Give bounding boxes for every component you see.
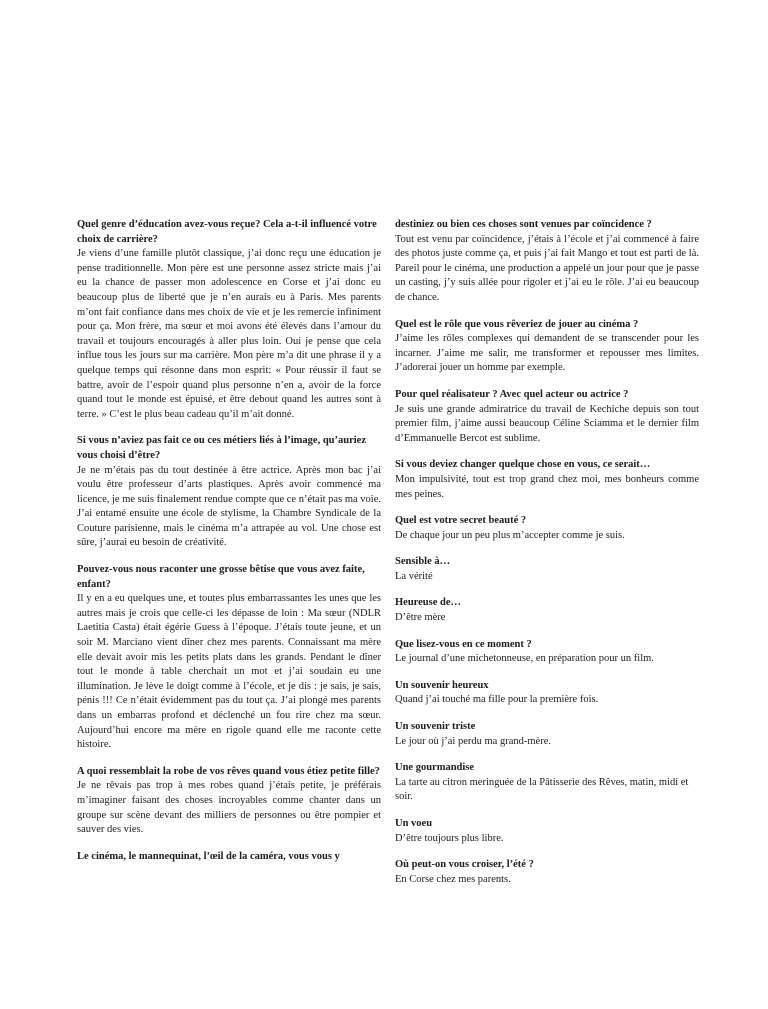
answer: Tout est venu par coïncidence, j’étais à l’école et j’ai commencé à faire des photos juste comme ça, et puis j’ai fait Mango et tout est parti de là. Pareil pour le cinéma, une production a appelé un jour pour que je passe un casting, j’y suis allée pour rigoler et j’ai eu le rôle. J’ai eu beaucoup de chance.	[395, 233, 699, 303]
qa-block	[77, 850, 381, 865]
answer: Mon impulsivité, tout est trop grand chez moi, mes bonheurs comme mes peines.	[395, 473, 699, 500]
qa-block	[395, 555, 699, 584]
qa-block	[395, 318, 699, 376]
qa-block	[395, 817, 699, 846]
question: Quel genre d’éducation avez-vous reçue? Cela a-t-il influencé votre choix de carrière?	[77, 219, 377, 245]
qa-block	[395, 458, 699, 502]
qa-block	[395, 388, 699, 446]
question: Quel est votre secret beauté ?	[395, 515, 527, 527]
qa-block	[77, 563, 381, 753]
qa-block	[395, 720, 699, 749]
qa-block	[77, 218, 381, 422]
question: Le cinéma, le mannequinat, l’œil de la caméra, vous vous y	[77, 850, 340, 862]
question: destiniez ou bien ces choses sont venues par coïncidence ?	[395, 219, 652, 230]
qa-block	[395, 638, 699, 667]
qa-block	[395, 679, 699, 708]
left-column	[77, 218, 381, 876]
qa-block	[395, 596, 699, 625]
question: Un souvenir triste	[395, 721, 476, 733]
answer: En Corse chez mes parents.	[395, 873, 511, 885]
question: Heureuse de…	[395, 597, 462, 609]
question: Un voeu	[395, 818, 433, 829]
question: Sensible à…	[395, 556, 451, 568]
answer: La tarte au citron meringuée de la Pâtisserie des Rêves, matin, midi et soir.	[395, 776, 689, 803]
answer: Le journal d’une michetonneuse, en préparation pour un film.	[395, 653, 654, 665]
qa-block	[395, 218, 699, 306]
answer: Je ne rêvais pas trop à mes robes quand j’étais petite, je préférais m’imaginer faisant des choses incroyables comme chanter dans un groupe sur scène devant des milliers de personnes ou être pompier et sauver des vies.	[77, 780, 381, 836]
answer: Il y en a eu quelques une, et toutes plus embarrassantes les unes que les autres mais je crois que celle-ci les dépasse de loin : Ma sœur (NDLR Laetitia Casta) était égérie Guess à l’époque. J’étais toute jeune, et un soir M. Marciano vient dîner chez mes parents. Connaissant ma mère elle devait avoir mis les petits plats dans les grands. Pendant le dîner tout le monde à table cherchait un mot et j’ai soudain eu une illumination. Je lève le doigt comme à l’école, et je dis : je sais, je sais, pénis !!! Ce n’était évidemment pas du tout ça. J’ai plongé mes parents dans un embarras profond et déclenché un fou rire chez ma sœur. Aujourd’hui encore ma mère en rigole quand elle me raconte cette histoire.	[77, 593, 381, 751]
qa-block	[395, 514, 699, 543]
answer: Le jour où j’ai perdu ma grand-mère.	[395, 735, 551, 747]
question: Une gourmandise	[395, 762, 475, 774]
answer: Quand j’ai touché ma fille pour la première fois.	[395, 694, 599, 706]
question: A quoi ressemblait la robe de vos rêves quand vous étiez petite fille?	[77, 765, 380, 777]
answer: Je suis une grande admiratrice du travail de Kechiche depuis son tout premier film, j’aime aussi beaucoup Céline Sciamma et le dernier film d’Emmanuelle Bercot est sublime.	[395, 403, 699, 444]
question: Que lisez-vous en ce moment ?	[395, 638, 532, 650]
question: Si vous n’aviez pas fait ce ou ces métiers liés à l’image, qu’auriez vous choisi d’être?	[77, 435, 366, 461]
answer: De chaque jour un peu plus m’accepter comme je suis.	[395, 529, 625, 541]
answer: Je ne m’étais pas du tout destinée à être actrice. Après mon bac j’ai voulu être professeur d’arts plastiques. Après avoir commencé ma licence, je me suis finalement rendue compte que ce n’était pas ma voie. J’ai entamé ensuite une école de stylisme, la Chambre Syndicale de la Couture parisienne, mais le cinéma m’a attrapée au vol. Une chose est sûre, j’aurai eu besoin de créativité.	[77, 464, 381, 549]
question: Un souvenir heureux	[395, 679, 489, 691]
answer: Je viens d’une famille plutôt classique, j’ai donc reçu une éducation je pense traditionnelle. Mon père est une personne assez stricte mais j’ai eu la chance de passer mon adolescence en Corse et j’ai donc eu beaucoup plus de liberté que je n’en aurais eu à Paris. Mes parents m’ont fait confiance dans mes choix de vie et je les remercie infiniment pour ça. Mon frère, ma sœur et moi avons été élevés dans l’amour du travail et toujours encouragés à aller plus loin. Oui je pense que cela influe tous les jours sur ma carrière. Mon père m’a dit une phrase il y a quelque temps qui résonne dans mon esprit: « Pour réussir il faut se battre, avoir de l’espoir quand plus personne n’en a, avoir de la force quand tout le monde est épuisé, et être debout quand les autres sont à terre. » C’est le plus beau cadeau qu’il m’ait donné.	[77, 248, 381, 420]
answer: La vérité	[395, 570, 433, 582]
qa-block	[395, 858, 699, 887]
answer: D’être mère	[395, 612, 446, 624]
qa-block	[77, 434, 381, 551]
question: Quel est le rôle que vous rêveriez de jouer au cinéma ?	[395, 318, 639, 330]
question: Si vous deviez changer quelque chose en vous, ce serait…	[395, 459, 651, 471]
right-column	[395, 218, 699, 899]
qa-block	[395, 761, 699, 805]
question: Pouvez-vous nous raconter une grosse bêtise que vous avez faite, enfant?	[77, 564, 365, 590]
answer: D’être toujours plus libre.	[395, 832, 504, 844]
question: Pour quel réalisateur ? Avec quel acteur ou actrice ?	[395, 388, 629, 400]
question: Où peut-on vous croiser, l’été ?	[395, 859, 534, 871]
qa-block	[77, 765, 381, 838]
answer: J’aime les rôles complexes qui demandent de se transcender pour les incarner. J’aime me salir, me transformer et repousser mes limites. J’adorerai jouer un homme par exemple.	[395, 333, 699, 374]
